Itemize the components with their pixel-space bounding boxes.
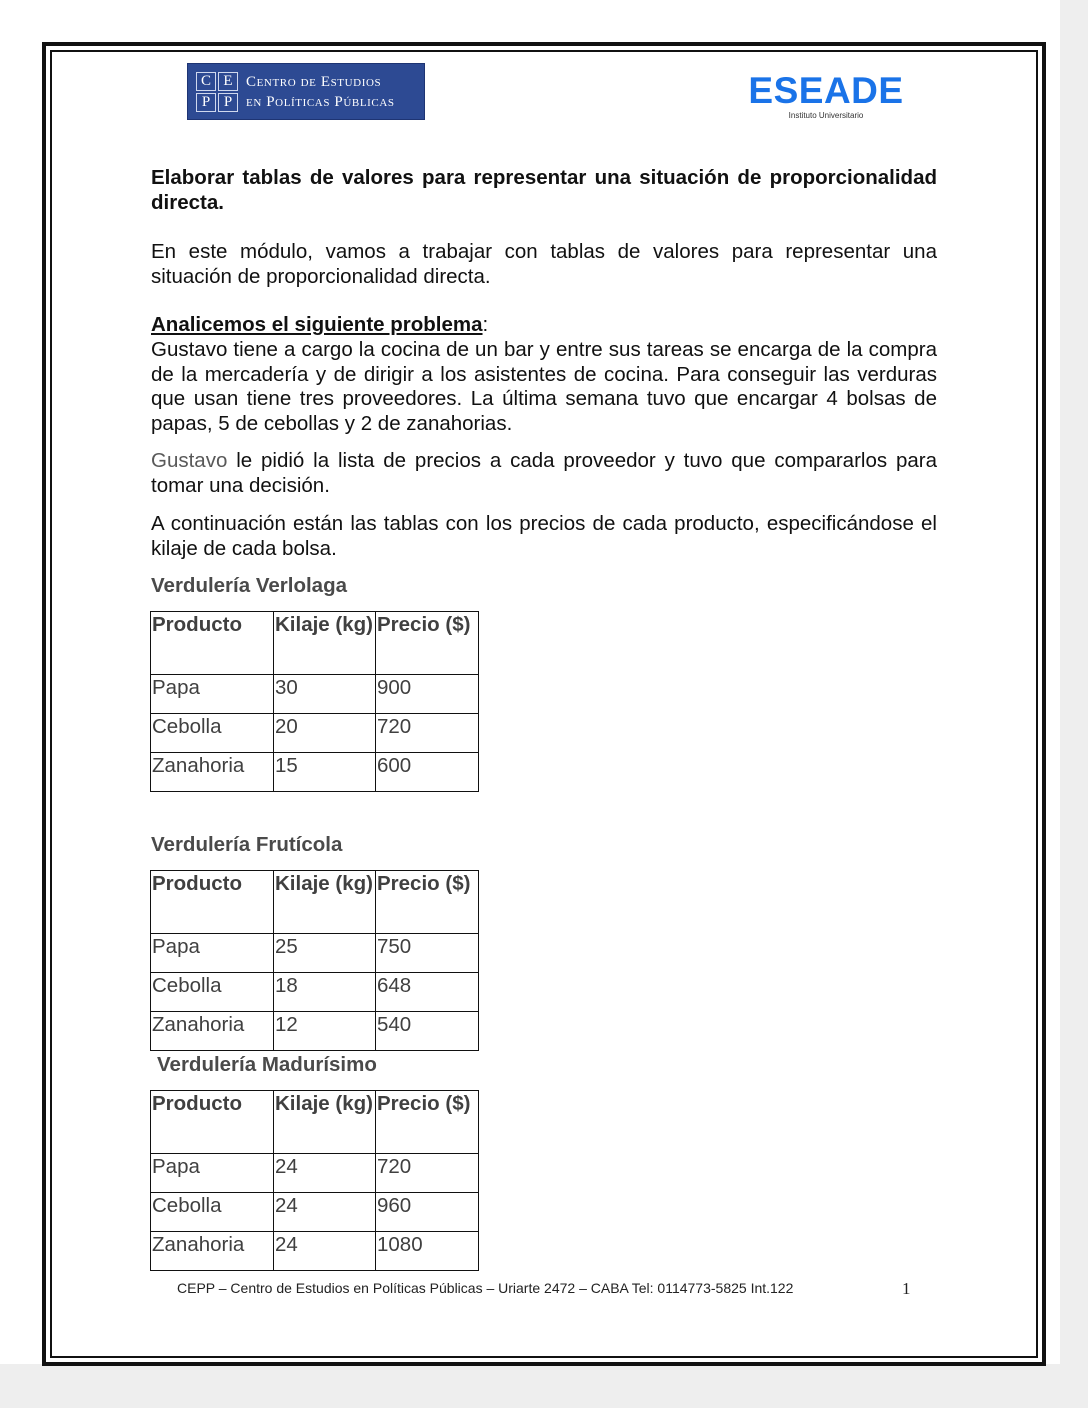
problem-heading: Analicemos el siguiente problema (151, 313, 483, 336)
eseade-logo (746, 72, 906, 122)
cell-kilaje: 24 (274, 1193, 376, 1232)
cell-precio: 750 (376, 934, 479, 973)
table-row (151, 675, 479, 714)
shop-title-fruticola: Verdulería Frutícola (151, 833, 343, 856)
cell-producto: Papa (151, 934, 274, 973)
table-row (151, 1012, 479, 1051)
problem-paragraph-3: A continuación están las tablas con los precios de cada producto, especificándose el kilaje de cada bolsa. (151, 512, 937, 560)
problem-paragraph-2 (151, 449, 937, 498)
price-table-verlolaga (150, 611, 479, 792)
header-kilaje: Kilaje (kg) (274, 871, 376, 934)
header-precio: Precio ($) (376, 871, 479, 934)
cell-precio: 600 (376, 753, 479, 792)
cell-kilaje: 24 (274, 1232, 376, 1271)
cell-kilaje: 25 (274, 934, 376, 973)
page-number: 1 (902, 1279, 911, 1298)
header-kilaje: Kilaje (kg) (274, 1091, 376, 1154)
cell-precio: 648 (376, 973, 479, 1012)
cepp-logo (187, 63, 425, 120)
intro-paragraph: En este módulo, vamos a trabajar con tablas de valores para representar una situación de proporcionalidad directa. (151, 240, 937, 288)
eseade-logo-name: ESEADE (748, 70, 904, 111)
cell-kilaje: 18 (274, 973, 376, 1012)
table-row (151, 973, 479, 1012)
table-row (151, 714, 479, 753)
cell-precio: 900 (376, 675, 479, 714)
page-gutter-bottom (0, 1364, 1088, 1408)
table-header-row (151, 612, 479, 675)
problem-paragraph-1: Gustavo tiene a cargo la cocina de un bar y entre sus tareas se encarga de la compra de la mercadería y de dirigir a los asistentes de cocina. Para conseguir las verduras que usan tiene tres proveedores. La última semana tuvo que encargar 4 bolsas de papas, 5 de cebollas y 2 de zanahorias. (151, 338, 937, 435)
header-producto: Producto (151, 871, 274, 934)
cell-producto: Cebolla (151, 973, 274, 1012)
cepp-logo-grid (196, 72, 238, 112)
table-row (151, 1232, 479, 1271)
cell-kilaje: 12 (274, 1012, 376, 1051)
table-row (151, 1154, 479, 1193)
table-header-row (151, 871, 479, 934)
cell-producto: Zanahoria (151, 1012, 274, 1051)
header-producto: Producto (151, 612, 274, 675)
cepp-logo-letter: C (196, 72, 216, 91)
cell-precio: 1080 (376, 1232, 479, 1271)
problem-heading-line (151, 313, 937, 338)
cepp-logo-line1: Centro de Estudios (246, 74, 382, 90)
cell-producto: Zanahoria (151, 753, 274, 792)
cell-producto: Papa (151, 1154, 274, 1193)
page-footer: CEPP – Centro de Estudios en Políticas Públicas – Uriarte 2472 – CABA Tel: 0114773-5825 Int.122 (177, 1280, 794, 1296)
eseade-logo-subtitle: Instituto Universitario (788, 111, 864, 120)
cepp-logo-letter: P (218, 93, 238, 112)
cell-precio: 720 (376, 1154, 479, 1193)
table-row (151, 753, 479, 792)
cepp-logo-line2: en Políticas Públicas (246, 94, 395, 110)
header-precio: Precio ($) (376, 1091, 479, 1154)
cepp-logo-letter: E (218, 72, 238, 91)
cell-kilaje: 20 (274, 714, 376, 753)
table-row (151, 1193, 479, 1232)
cell-kilaje: 30 (274, 675, 376, 714)
cell-producto: Cebolla (151, 1193, 274, 1232)
cell-precio: 720 (376, 714, 479, 753)
problem-paragraph-2-text: le pidió la lista de precios a cada proveedor y tuvo que compararlos para tomar una decisión. (151, 449, 937, 497)
header-kilaje: Kilaje (kg) (274, 612, 376, 675)
cell-producto: Zanahoria (151, 1232, 274, 1271)
cepp-logo-letter: P (196, 93, 216, 112)
table-header-row (151, 1091, 479, 1154)
price-table-madurisimo (150, 1090, 479, 1271)
table-row (151, 934, 479, 973)
shop-title-verlolaga: Verdulería Verlolaga (151, 574, 347, 597)
shop-title-madurisimo: Verdulería Madurísimo (157, 1053, 377, 1076)
cell-kilaje: 15 (274, 753, 376, 792)
cell-precio: 960 (376, 1193, 479, 1232)
problem-heading-colon: : (482, 313, 489, 336)
price-table-fruticola (150, 870, 479, 1051)
document-title: Elaborar tablas de valores para representar una situación de proporcionalidad directa. (151, 166, 937, 214)
cell-producto: Papa (151, 675, 274, 714)
header-precio: Precio ($) (376, 612, 479, 675)
page-gutter-right (1060, 0, 1088, 1408)
cell-precio: 540 (376, 1012, 479, 1051)
problem-paragraph-2-name: Gustavo (151, 449, 228, 472)
cell-producto: Cebolla (151, 714, 274, 753)
cell-kilaje: 24 (274, 1154, 376, 1193)
header-producto: Producto (151, 1091, 274, 1154)
